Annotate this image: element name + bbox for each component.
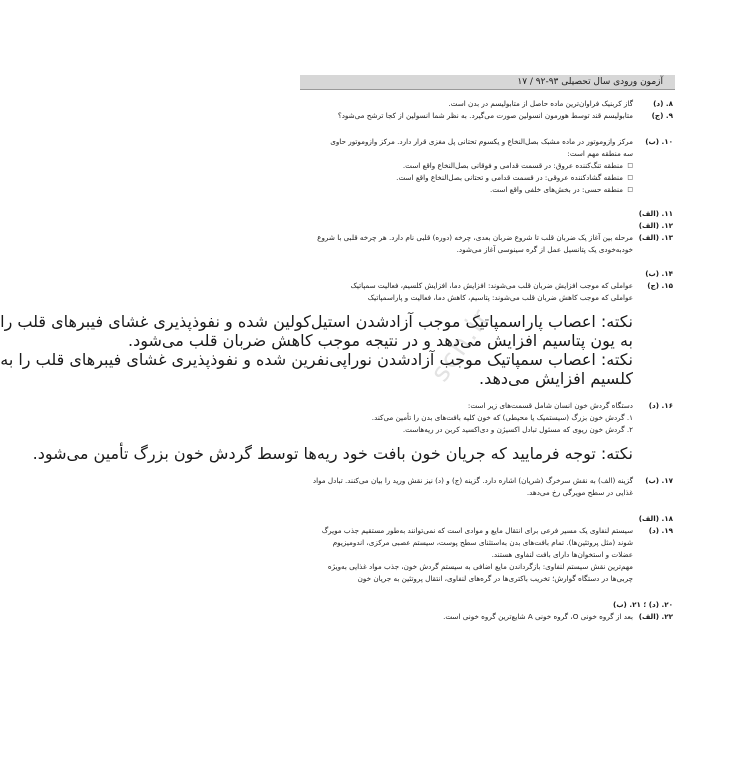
answer-10 xyxy=(290,136,673,196)
answer-number: ۱۱. (الف) xyxy=(638,209,673,218)
answer-number: ۱۸. (الف) xyxy=(638,514,673,523)
answer-15 xyxy=(290,280,673,304)
answer-number: ۱۹. (د) xyxy=(648,526,673,535)
answer-20-21 xyxy=(290,599,673,611)
bullet-item: □ منطقه تنگ‌کننده عروق: در قسمت قدامی و فوقانی بصل‌النخاع واقع است. xyxy=(290,160,633,172)
watermark: sch.ir xyxy=(425,302,498,388)
answer-text: چربی‌ها در دستگاه گوارش؛ تخریب باکتری‌ها در گره‌های لنفاوی، انتقال پروتئین به جریان خون xyxy=(357,574,633,583)
answer-text: مهم‌ترین نقش سیستم لنفاوی: بازگرداندن مایع اضافی به سیستم گردش خون، جذب مواد غذایی به‌ویژه xyxy=(327,562,633,571)
answer-number: ۱۲. (الف) xyxy=(638,221,673,230)
answer-number: ۱۴. (ب) xyxy=(645,269,673,278)
answer-text: سیستم لنفاوی یک مسیر فرعی برای انتقال مایع و موادی است که نمی‌توانند به‌طور مستقیم جذب مویرگ xyxy=(321,526,633,535)
answer-number: ۱۰. (ب) xyxy=(645,137,673,146)
answer-text: گاز کربنیک فراوان‌ترین ماده حاصل از متابولیسم در بدن است. xyxy=(448,99,633,108)
answer-text: عواملی که موجب افزایش ضربان قلب می‌شوند: افزایش دما، افزایش کلسیم، فعالیت سمپاتیک xyxy=(350,281,633,290)
answer-number: ۱۳. (الف) xyxy=(638,233,673,242)
answer-14 xyxy=(290,268,673,280)
answer-18 xyxy=(290,513,673,525)
answer-text: گزینه (الف) به نقش سرخرگ (شریان) اشاره دارد. گزینه (ج) و (د) نیز نقش ورید را بیان می‌کنند. تبادل مواد xyxy=(312,476,633,485)
answer-text: عواملی که موجب کاهش ضربان قلب می‌شوند: پتاسیم، کاهش دما، فعالیت و پاراسمپاتیک xyxy=(367,293,633,302)
answer-number: ۱۷. (ب) xyxy=(645,476,673,485)
answer-text: غذایی در سطح مویرگی رخ می‌دهد. xyxy=(526,488,633,497)
answer-number: ۹. (ج) xyxy=(651,111,673,120)
answer-19 xyxy=(290,525,673,585)
note-text: نکته: اعصاب سمپاتیک موجب آزادشدن نوراپی‌نفرین شده و نفوذپذیری غشای فیبرهای قلب را به xyxy=(0,350,633,369)
answer-text: دستگاه گردش خون انسان شامل قسمت‌های زیر است: xyxy=(467,401,633,410)
answer-text: شوند (مثل پروتئین‌ها). تمام بافت‌های بدن به‌استثنای سطح پوست، سیستم عصبی مرکزی، اندومیزیوم xyxy=(332,538,633,547)
answer-text: متابولیسم قند توسط هورمون انسولین صورت می‌گیرد. به نظر شما انسولین از کجا ترشح می‌شود؟ xyxy=(337,111,633,120)
bullet-item: □ منطقه حسی: در بخش‌های خلفی واقع است. xyxy=(290,184,633,196)
answer-text: خودبه‌خودی یک پتانسیل عمل از گره سینوسی آغاز می‌شود. xyxy=(456,245,633,254)
page-header xyxy=(300,75,675,90)
list-item: ۱. گردش خون بزرگ (سیستمیک یا محیطی) که خون کلیه بافت‌های بدن را تأمین می‌کند. xyxy=(371,413,633,422)
answer-9 xyxy=(290,110,673,122)
answer-11 xyxy=(290,208,673,220)
answer-22 xyxy=(290,611,673,623)
answer-number: ۲۲. (الف) xyxy=(638,612,673,621)
answer-8 xyxy=(290,98,673,110)
answer-13 xyxy=(290,232,673,256)
header-title: آزمون ورودی سال تحصیلی ۹۳-۹۲ / ۱۷ xyxy=(517,77,663,87)
answer-number: ۱۵. (ج) xyxy=(647,281,673,290)
answer-17 xyxy=(290,475,673,499)
answer-text: بعد از گروه خونی O، گروه خونی A شایع‌ترین گروه خونی است. xyxy=(443,612,633,621)
bullet-item: □ منطقه گشادکننده عروقی: در قسمت قدامی و تحتانی بصل‌النخاع واقع است. xyxy=(290,172,633,184)
note-text: نکته: توجه فرمایید که جریان خون بافت خود ریه‌ها توسط گردش خون بزرگ تأمین می‌شود. xyxy=(32,444,633,463)
answer-12 xyxy=(290,220,673,232)
list-item: ۲. گردش خون ریوی که مسئول تبادل اکسیژن و دی‌اکسید کربن در ریه‌هاست. xyxy=(402,425,633,434)
note-text: نکته: اعصاب پاراسمپاتیک موجب آزادشدن استیل‌کولین شده و نفوذپذیری غشای فیبرهای قلب را xyxy=(0,312,633,331)
answer-text: عضلات و استخوان‌ها دارای بافت لنفاوی هستند. xyxy=(491,550,633,559)
note-text: به یون پتاسیم افزایش می‌دهد و در نتیجه موجب کاهش ضربان قلب می‌شود. xyxy=(128,331,633,350)
answer-text: سه منطقه مهم است: xyxy=(567,149,633,158)
note-text: کلسیم افزایش می‌دهد. xyxy=(478,369,633,388)
answer-text: مرکز وازوموتور در ماده مشبک بصل‌النخاع و یکسوم تحتانی پل مغزی قرار دارد. مرکز وازوموتور حاوی xyxy=(330,137,633,146)
answer-number: ۲۰. (د) ؛ ۲۱. (ب) xyxy=(613,600,673,609)
answer-key xyxy=(0,98,673,623)
answer-text: مرحله بین آغاز یک ضربان قلب تا شروع ضربان بعدی، چرخه (دوره) قلبی نام دارد. هر چرخه قلبی با شروع xyxy=(317,233,633,242)
answer-number: ۱۶. (د) xyxy=(648,401,673,410)
answer-16 xyxy=(290,400,673,436)
answer-number: ۸. (د) xyxy=(653,99,673,108)
